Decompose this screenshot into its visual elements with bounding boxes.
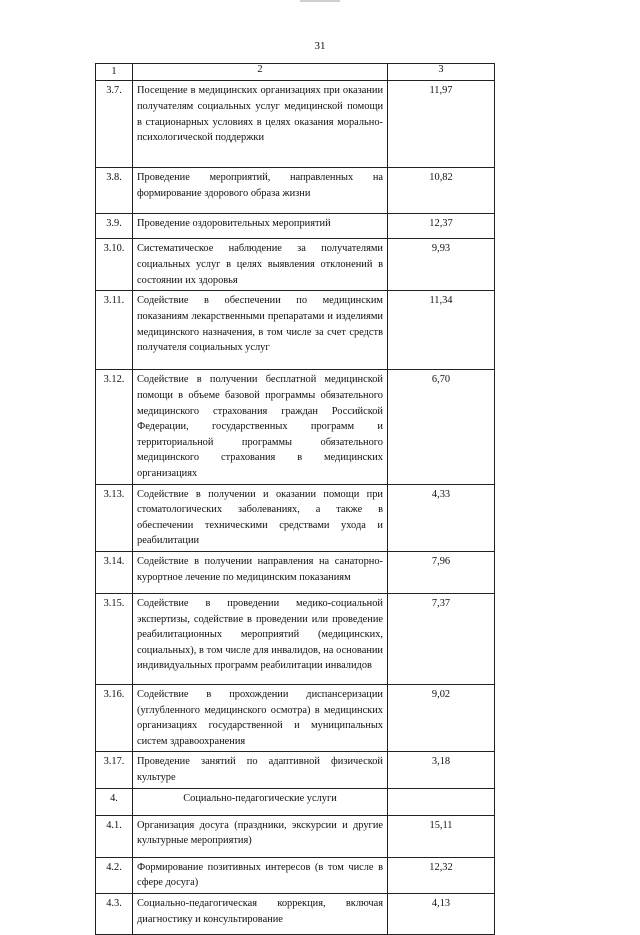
row-value: 9,93 <box>388 239 495 291</box>
row-value: 11,97 <box>388 81 495 168</box>
header-col-2: 2 <box>133 64 388 81</box>
row-value: 11,34 <box>388 291 495 370</box>
table-row <box>96 484 495 551</box>
row-number: 4.1. <box>96 815 133 857</box>
row-number: 3.16. <box>96 685 133 752</box>
scan-artifact-mark <box>300 0 340 2</box>
table-row <box>96 168 495 214</box>
table-row <box>96 291 495 370</box>
row-description: Формирование позитивных интересов (в том числе в сфере досуга) <box>133 857 388 893</box>
row-value: 7,96 <box>388 552 495 594</box>
row-value: 4,33 <box>388 484 495 551</box>
row-value: 3,18 <box>388 752 495 788</box>
table-row <box>96 857 495 893</box>
row-number: 3.7. <box>96 81 133 168</box>
table-row <box>96 815 495 857</box>
services-table <box>95 63 495 935</box>
row-description: Содействие в получении и оказании помощи при стоматологических заболеваниях, а также в обеспечении техническими средствами ухода и реабилитации <box>133 484 388 551</box>
row-value: 4,13 <box>388 893 495 934</box>
row-value: 7,37 <box>388 594 495 685</box>
header-col-1: 1 <box>96 64 133 81</box>
section-title: Социально-педагогические услуги <box>133 788 388 815</box>
row-number: 3.15. <box>96 594 133 685</box>
row-description: Проведение оздоровительных мероприятий <box>133 214 388 239</box>
table-row <box>96 81 495 168</box>
row-description: Содействие в прохождении диспансеризации (углубленного медицинского осмотра) в медицинских организациях государственной и муниципальных систем здравоохранения <box>133 685 388 752</box>
row-value: 9,02 <box>388 685 495 752</box>
row-description: Содействие в обеспечении по медицинским показаниям лекарственными препаратами и изделиями медицинского назначения, в том числе за счет средств получателя социальных услуг <box>133 291 388 370</box>
table-row <box>96 552 495 594</box>
row-value: 12,37 <box>388 214 495 239</box>
row-description: Проведение занятий по адаптивной физической культуре <box>133 752 388 788</box>
row-value <box>388 788 495 815</box>
section-heading-row <box>96 788 495 815</box>
row-description: Систематическое наблюдение за получателями социальных услуг в целях выявления отклонений в состоянии их здоровья <box>133 239 388 291</box>
table-row <box>96 214 495 239</box>
row-number: 3.9. <box>96 214 133 239</box>
table-row <box>96 594 495 685</box>
table-row <box>96 370 495 484</box>
row-value: 10,82 <box>388 168 495 214</box>
table-row <box>96 239 495 291</box>
row-description: Посещение в медицинских организациях при оказании получателям социальных услуг медицинской помощи в стационарных условиях в целях оказания морально-психологической поддержки <box>133 81 388 168</box>
row-number: 3.10. <box>96 239 133 291</box>
row-number: 3.13. <box>96 484 133 551</box>
header-col-3: 3 <box>388 64 495 81</box>
row-number: 3.8. <box>96 168 133 214</box>
row-number: 4.2. <box>96 857 133 893</box>
row-description: Организация досуга (праздники, экскурсии и другие культурные мероприятия) <box>133 815 388 857</box>
row-value: 6,70 <box>388 370 495 484</box>
row-value: 12,32 <box>388 857 495 893</box>
row-description: Содействие в получении бесплатной медицинской помощи в объеме базовой программы обязательного медицинского страхования граждан Российской Федерации, государственных программ и территориальной программы обязательного медицинского страхования в медицинских организациях <box>133 370 388 484</box>
table-row <box>96 752 495 788</box>
row-number: 3.17. <box>96 752 133 788</box>
row-description: Проведение мероприятий, направленных на формирование здорового образа жизни <box>133 168 388 214</box>
row-number: 3.14. <box>96 552 133 594</box>
table-header-row <box>96 64 495 81</box>
row-number: 4.3. <box>96 893 133 934</box>
row-number: 3.12. <box>96 370 133 484</box>
row-value: 15,11 <box>388 815 495 857</box>
row-description: Содействие в проведении медико-социальной экспертизы, содействие в проведении или проведение реабилитационных мероприятий (медицинских, социальных), в том числе для инвалидов, на основании индивидуальных программ реабилитации инвалидов <box>133 594 388 685</box>
row-number: 3.11. <box>96 291 133 370</box>
table-row <box>96 893 495 934</box>
row-description: Содействие в получении направления на санаторно-курортное лечение по медицинским показаниям <box>133 552 388 594</box>
row-description: Социально-педагогическая коррекция, включая диагностику и консультирование <box>133 893 388 934</box>
page-number: 31 <box>314 40 326 52</box>
section-number: 4. <box>96 788 133 815</box>
table-row <box>96 685 495 752</box>
